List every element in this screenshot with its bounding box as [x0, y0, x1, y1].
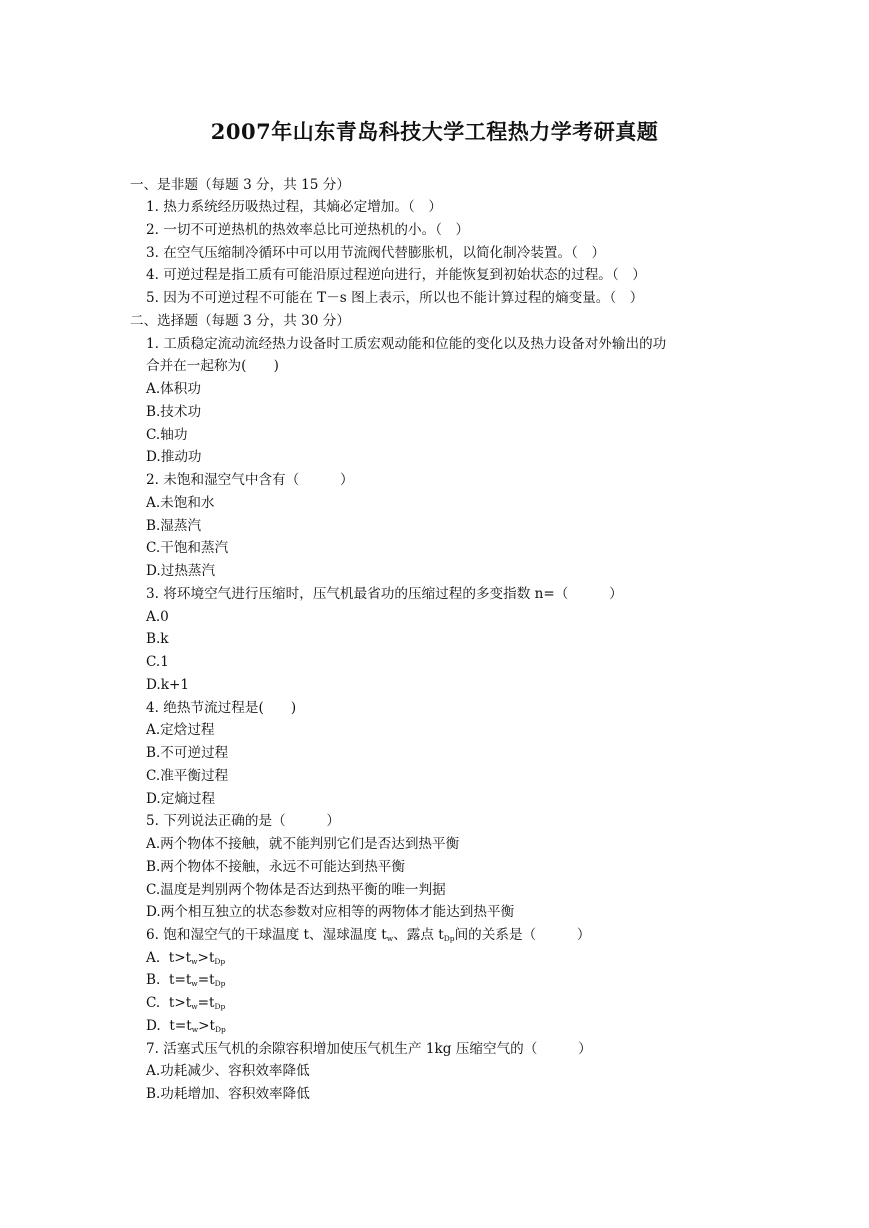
- page-title: 2007年山东青岛科技大学工程热力学考研真题: [210, 119, 659, 144]
- option: A.功耗减少、容积效率降低: [146, 1063, 310, 1079]
- list-item: 4. 可逆过程是指工质有可能沿原过程逆向进行，并能恢复到初始状态的过程。（ ）: [146, 267, 646, 283]
- option: D.k+1: [146, 677, 190, 693]
- option: B.不可逆过程: [146, 745, 229, 761]
- operator: >: [174, 950, 186, 966]
- option: B.湿蒸汽: [146, 518, 202, 534]
- operator: =: [174, 972, 186, 988]
- subscript: Dp: [214, 957, 226, 966]
- var-tdp: t: [209, 995, 215, 1011]
- var-tw: t: [185, 972, 192, 988]
- question-text: 1. 工质稳定流动流经热力设备时工质宏观动能和位能的变化以及热力设备对外输出的功: [146, 336, 667, 352]
- option: C.温度是判别两个物体是否达到热平衡的唯一判据: [146, 882, 446, 898]
- subscript: Dp: [214, 979, 226, 988]
- operator: =: [197, 972, 210, 988]
- operator: =: [174, 1018, 187, 1034]
- subscript: Dp: [443, 934, 455, 943]
- section-heading: 二、选择题（每题 3 分，共 30 分）: [130, 313, 350, 329]
- option: [146, 971, 225, 993]
- list-item: 5. 因为不可逆过程不可能在 T－s 图上表示，所以也不能计算过程的熵变量。（ ）: [146, 290, 644, 306]
- option: D.过热蒸汽: [146, 563, 216, 579]
- option: C.轴功: [146, 427, 188, 443]
- subscript: w: [191, 979, 198, 988]
- option: A.两个物体不接触，就不能判别它们是否达到热平衡: [146, 836, 460, 852]
- subscript: w: [386, 934, 394, 943]
- var-tdp: t: [209, 1018, 216, 1034]
- var-t: t: [169, 1018, 175, 1034]
- operator: >: [197, 950, 209, 966]
- var-t: t: [168, 972, 175, 988]
- operator: >: [198, 1018, 210, 1034]
- subscript: w: [191, 1002, 198, 1011]
- option: B.技术功: [146, 404, 202, 420]
- q6-suffix: 间的关系是（ ）: [454, 927, 591, 943]
- option-label: A.: [146, 950, 161, 966]
- option: A.定焓过程: [146, 722, 215, 738]
- list-item: 2. 一切不可逆热机的热效率总比可逆热机的小。（ ）: [146, 222, 470, 238]
- var-tdp: t: [209, 972, 215, 988]
- option: A.未饱和水: [146, 495, 215, 511]
- option-label: B.: [146, 972, 161, 988]
- option: A.体积功: [146, 381, 201, 397]
- option: C.准平衡过程: [146, 768, 229, 784]
- var-tw: t: [185, 950, 192, 966]
- list-item: 3. 在空气压缩制冷循环中可以用节流阀代替膨胀机，以简化制冷装置。（ ）: [146, 245, 606, 261]
- subscript: w: [191, 957, 198, 966]
- list-item: 1. 热力系统经历吸热过程，其熵必定增加。（ ）: [146, 199, 442, 215]
- var-t: t: [168, 995, 175, 1011]
- question-text: 合并在一起称为( ): [146, 358, 279, 374]
- option: D.推动功: [146, 449, 202, 465]
- question-text: 7. 活塞式压气机的余隙容积增加使压气机生产 1kg 压缩空气的（ ）: [146, 1041, 592, 1057]
- option: [146, 994, 225, 1016]
- operator: =: [197, 995, 210, 1011]
- question-text: 3. 将环境空气进行压缩时，压气机最省功的压缩过程的多变指数 n=（ ）: [146, 586, 623, 602]
- option: [146, 949, 225, 971]
- subscript: Dp: [214, 1002, 226, 1011]
- option: C.干饱和蒸汽: [146, 540, 229, 556]
- subscript: Dp: [215, 1025, 226, 1034]
- var-tw: t: [185, 995, 192, 1011]
- option: B.k: [146, 631, 169, 647]
- option: B.功耗增加、容积效率降低: [146, 1086, 310, 1102]
- section-heading: 一、是非题（每题 3 分，共 15 分）: [130, 177, 350, 193]
- option: C.1: [146, 654, 169, 670]
- var-tdp: t: [208, 950, 215, 966]
- option-label: D.: [146, 1018, 161, 1034]
- var-t: t: [168, 950, 175, 966]
- option: A.0: [146, 609, 169, 625]
- option: D.定熵过程: [146, 791, 216, 807]
- q6-prefix: 6. 饱和湿空气的干球温度 t、湿球温度 t: [146, 927, 387, 943]
- subscript: w: [191, 1025, 199, 1034]
- option: [146, 1017, 226, 1039]
- operator: >: [174, 995, 186, 1011]
- question-text: 2. 未饱和湿空气中含有（ ）: [146, 472, 354, 488]
- var-tw: t: [186, 1018, 192, 1034]
- question-text: [146, 926, 591, 948]
- question-text: 4. 绝热节流过程是( ): [146, 700, 297, 716]
- question-text: 5. 下列说法正确的是（ ）: [146, 813, 341, 829]
- q6-mid: 、露点 t: [393, 927, 444, 943]
- option: B.两个物体不接触，永远不可能达到热平衡: [146, 859, 405, 875]
- option-label: C.: [146, 995, 161, 1011]
- option: D.两个相互独立的状态参数对应相等的两物体才能达到热平衡: [146, 904, 515, 920]
